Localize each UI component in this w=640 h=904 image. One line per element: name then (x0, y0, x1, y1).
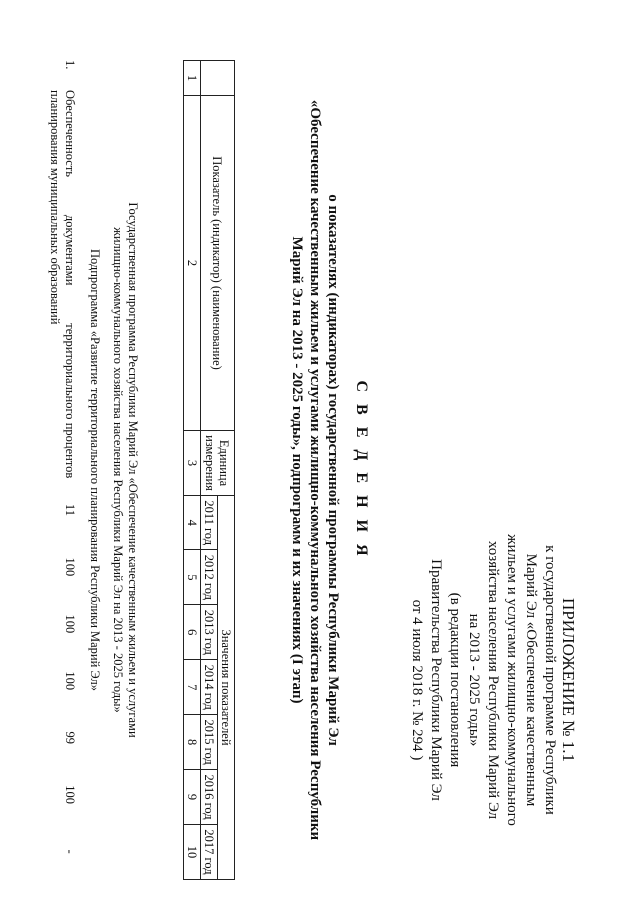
row-number: 1. (63, 60, 77, 70)
column-number: 3 (184, 431, 201, 496)
year-header: 2017 год (201, 825, 218, 880)
row-value: 100 (63, 614, 77, 634)
row-value: 100 (63, 671, 77, 691)
annex-title: ПРИЛОЖЕНИЕ № 1.1 (559, 598, 578, 762)
annex-line: жильем и услугами жилищно-коммунального (504, 534, 520, 826)
year-header: 2012 год (201, 550, 218, 605)
annex-line: от 4 июля 2018 г. № 294 ) (409, 599, 425, 761)
annex-line: (в редакции постановления (447, 592, 463, 768)
year-header: 2011 год (201, 496, 218, 550)
col-unit-header: Единица измерения (201, 431, 235, 496)
program-line: жилищно-коммунального хозяйства населения Республики Марий Эл на 2013 - 2025 годы» (111, 227, 125, 713)
annex-line: хозяйства населения Республики Марий Эл (485, 540, 501, 820)
heading-title: С В Е Д Е Н И Я (353, 380, 370, 560)
row-indicator-name: Обеспеченность документами территориального планирования муниципальных образований (48, 89, 77, 420)
document-heading (288, 80, 370, 860)
annex-line: на 2013 - 2025 годы» (466, 613, 482, 747)
heading-line: «Обеспечение качественным жильем и услугами жилищно-коммунального хозяйства населения Республики (307, 99, 323, 841)
row-value: 100 (63, 785, 77, 805)
row-value: 11 (63, 503, 77, 516)
subprogram-title: Подпрограмма «Развитие территориального планирования Республики Марий Эл» (88, 248, 102, 692)
year-header: 2016 год (201, 770, 218, 825)
heading-line: Марий Эл на 2013 - 2025 годы», подпрограмм и их значениях (I этап) (289, 236, 305, 704)
column-number: 6 (184, 605, 201, 660)
table-row (47, 60, 77, 880)
col-values-header: Значения показателей (218, 496, 235, 880)
column-number: 8 (184, 715, 201, 770)
column-number: 7 (184, 660, 201, 715)
row-value: - (63, 849, 77, 854)
column-number: 1 (184, 61, 201, 96)
row-value: 100 (63, 557, 77, 577)
program-title (110, 60, 140, 880)
column-number: 4 (184, 496, 201, 550)
table-body (47, 60, 140, 880)
annex-line: Марий Эл «Обеспечение качественным (523, 553, 539, 807)
year-header: 2014 год (201, 660, 218, 715)
indicators-table (183, 60, 235, 880)
column-number: 9 (184, 770, 201, 825)
year-header: 2013 год (201, 605, 218, 660)
row-value: 99 (63, 731, 77, 744)
annex-line: Правительства Республики Марий Эл (428, 559, 444, 801)
row-unit: процентов (63, 422, 77, 479)
annex-line: к государственной программе Республики (542, 545, 558, 815)
annex-block (407, 520, 578, 840)
column-number: 2 (184, 96, 201, 431)
heading-line: о показателях (индикаторах) государственной программы Республики Марий Эл (325, 194, 341, 746)
year-header: 2015 год (201, 715, 218, 770)
column-number: 5 (184, 550, 201, 605)
col-indicator-header: Показатель (индикатор) (наименование) (201, 96, 235, 431)
col-number-header (201, 61, 235, 96)
program-line: Государственная программа Республики Марий Эл «Обеспечение качественным жильем и услугами (126, 202, 140, 738)
column-number: 10 (184, 825, 201, 880)
